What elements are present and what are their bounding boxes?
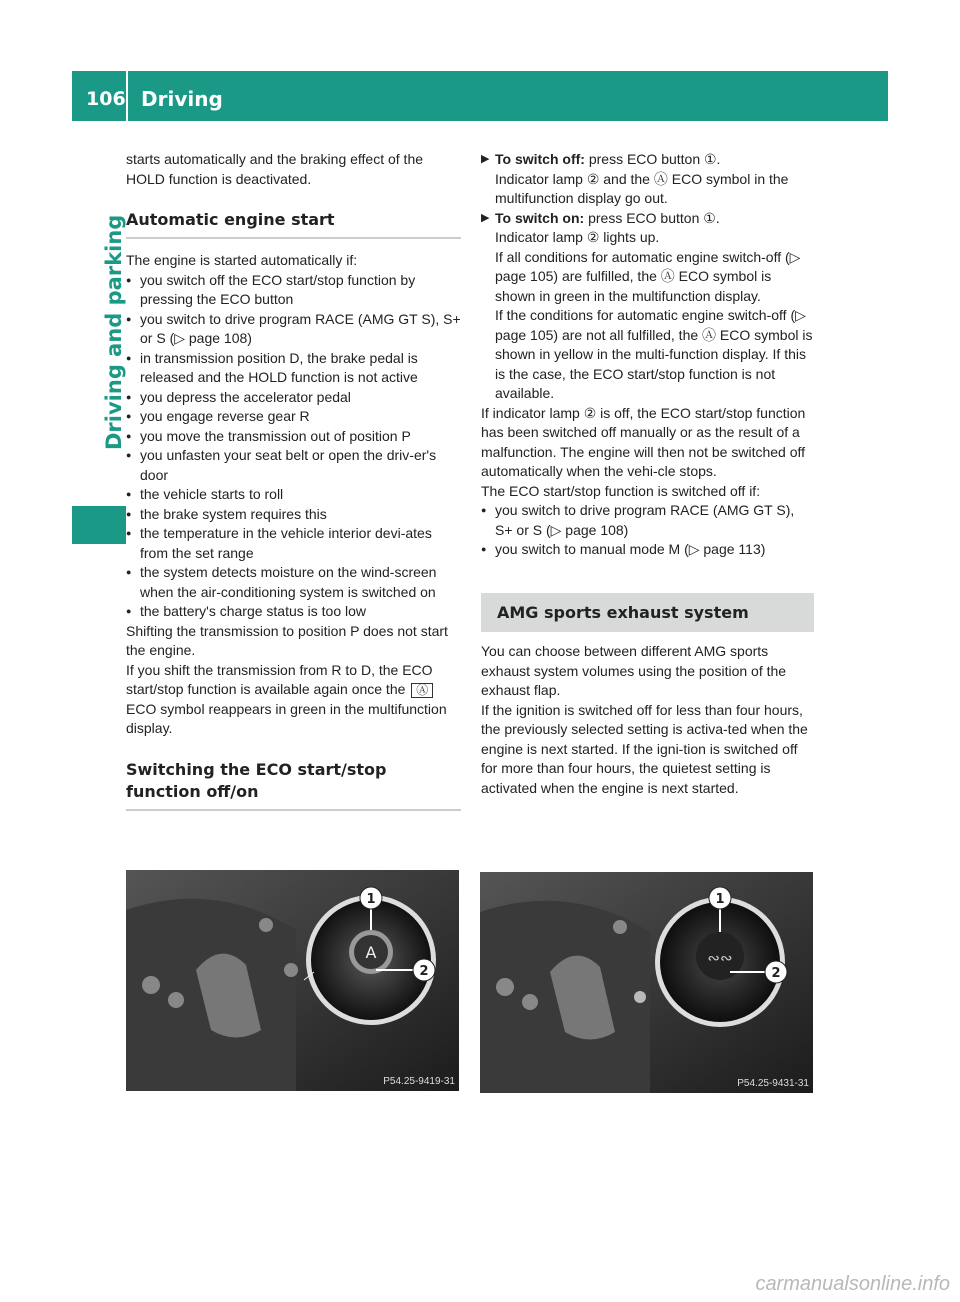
step-label: To switch on:	[495, 209, 585, 226]
watermark-credit[interactable]: carmanualsonline.info	[755, 1273, 950, 1295]
eco-button-photo-left	[126, 870, 459, 1091]
list-item: ● in transmission position D, the brake pedal is released and the HOLD function is not active	[126, 349, 461, 388]
switched-off-list	[481, 501, 814, 560]
list-item: ● you switch off the ECO start/stop function by pressing the ECO button	[126, 271, 461, 310]
list-item: ● the brake system requires this	[126, 505, 461, 525]
page-title: Driving	[141, 87, 223, 111]
list-item: ● the system detects moisture on the wind-screen when the air-conditioning system is switched on	[126, 563, 461, 602]
photo-code: P54.25-9419-31	[383, 1076, 455, 1087]
svg-text:∾∾: ∾∾	[707, 949, 733, 967]
side-tab-marker	[72, 506, 126, 544]
off-if-intro: The ECO start/stop function is switched off if:	[481, 482, 761, 499]
list-item: ● you depress the accelerator pedal	[126, 388, 461, 408]
step-text: press ECO button ①.	[588, 151, 721, 167]
shift-text-a: If you shift the transmission from R to D, the ECO start/stop function is available again once the	[126, 661, 433, 697]
shift-paragraph-2	[126, 661, 461, 739]
list-item: ● you unfasten your seat belt or open the driv-er's door	[126, 446, 461, 485]
header-divider	[126, 71, 128, 121]
switch-on-detail-3: If the conditions for automatic engine switch-off (▷ page 105) are not all fulfilled, the Ⓐ ECO symbol is shown in yellow in the multi-function display. If this is the case, the ECO start/stop function is not available.	[495, 307, 813, 401]
step-switch-on	[481, 209, 814, 229]
step-switch-off	[481, 150, 814, 170]
lamp-paragraph: If indicator lamp ② is off, the ECO start/stop function has been switched off manually or as the result of a malfunction. The engine will then not be switched off automatically when the vehi-cle stops.	[481, 404, 806, 479]
list-item: ● the vehicle starts to roll	[126, 485, 461, 505]
list-item: ● you switch to drive program RACE (AMG GT S), S+ or S (▷ page 108)	[481, 501, 814, 540]
list-item: ● you switch to manual mode M (▷ page 113)	[481, 540, 814, 560]
intro-paragraph: starts automatically and the braking effect of the HOLD function is deactivated.	[126, 151, 424, 187]
switch-on-detail-2: If all conditions for automatic engine switch-off (▷ page 105) are fulfilled, the Ⓐ ECO symbol is shown in green in the multifunction display.	[495, 248, 801, 304]
list-item: ● you switch to drive program RACE (AMG GT S), S+ or S (▷ page 108)	[126, 310, 461, 349]
exhaust-button-photo-right	[480, 872, 813, 1093]
console-illustration-left	[126, 870, 459, 1091]
amg-paragraph-2: If the ignition is switched off for less than four hours, the previously selected setting is activa-ted when the engine is next started. If the igni-tion is switched off for more than four hours, the quietest setting is activated when the engine is next started.	[481, 701, 808, 796]
eco-symbol-icon: Ⓐ	[411, 683, 433, 698]
shift-text-b: ECO symbol reappears in green in the multifunction display.	[126, 700, 447, 736]
right-column	[481, 150, 814, 798]
page-number: 106	[86, 88, 126, 110]
photo-code: P54.25-9431-31	[737, 1078, 809, 1089]
list-item: ● the battery's charge status is too low	[126, 602, 461, 622]
auto-intro: The engine is started automatically if:	[126, 252, 358, 268]
svg-text:A: A	[365, 943, 377, 962]
svg-text:1: 1	[366, 892, 376, 907]
step-text: press ECO button ①.	[588, 209, 720, 226]
console-illustration-right	[480, 872, 813, 1093]
svg-text:2: 2	[419, 964, 429, 979]
heading-automatic-engine-start: Automatic engine start	[126, 209, 461, 239]
amg-paragraph-1: You can choose between different AMG sports exhaust system volumes using the position of the exhaust flap.	[481, 643, 787, 698]
heading-amg-sports-exhaust: AMG sports exhaust system	[481, 593, 814, 633]
heading-switching-eco: Switching the ECO start/stop function off/on	[126, 759, 461, 811]
list-item: ● you engage reverse gear R	[126, 407, 461, 427]
svg-text:2: 2	[771, 966, 781, 981]
auto-start-list	[126, 271, 461, 622]
switch-off-detail: Indicator lamp ② and the Ⓐ ECO symbol in the multifunction display go out.	[495, 170, 789, 206]
left-column	[126, 150, 461, 823]
shift-paragraph: Shifting the transmission to position P does not start the engine.	[126, 622, 448, 658]
svg-text:1: 1	[715, 892, 725, 907]
section-side-tab: Driving and parking	[102, 214, 126, 450]
switch-on-detail-1: Indicator lamp ② lights up.	[495, 229, 660, 245]
list-item: ● you move the transmission out of position P	[126, 427, 461, 447]
list-item: ● the temperature in the vehicle interior devi-ates from the set range	[126, 524, 461, 563]
step-label: To switch off:	[495, 151, 585, 167]
